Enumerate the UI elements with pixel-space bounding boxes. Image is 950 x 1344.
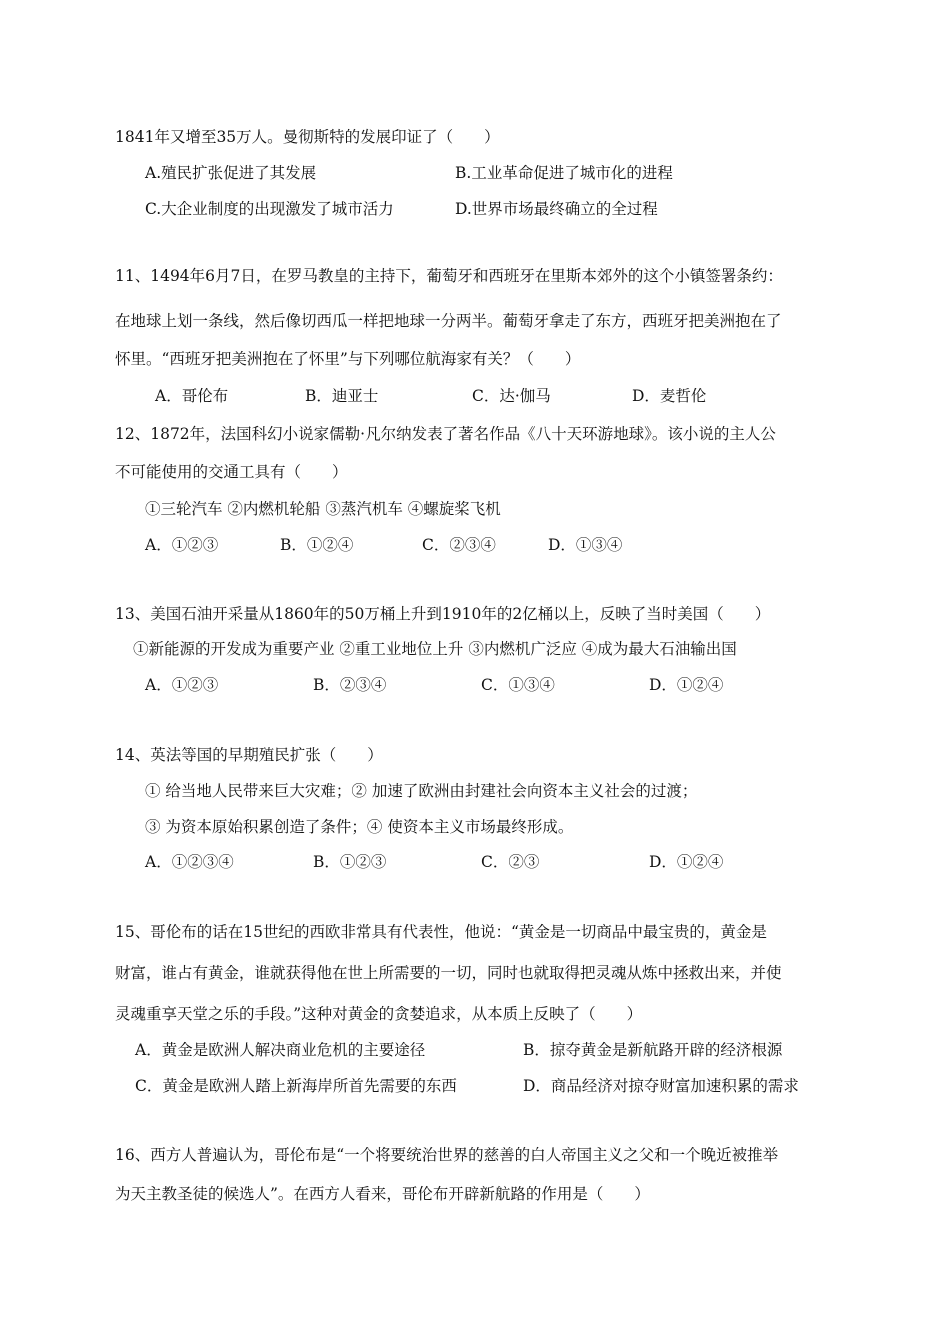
question-11-option-b: B．迪亚士 [305,387,379,405]
question-13-items: ①新能源的开发成为重要产业 ②重工业地位上升 ③内燃机广泛应 ④成为最大石油输出国 [133,640,737,658]
question-10-option-d: D.世界市场最终确立的全过程 [455,200,658,218]
question-13-option-a: A．①②③ [145,676,219,694]
question-11-option-c: C．达·伽马 [472,387,551,405]
question-13-option-b: B．②③④ [313,676,387,694]
question-15-option-b: B．掠夺黄金是新航路开辟的经济根源 [523,1041,783,1059]
question-12-option-d: D．①③④ [548,536,623,554]
question-14-stem: 14、英法等国的早期殖民扩张（ ） [115,746,383,764]
question-15-option-d: D．商品经济对掠夺财富加速积累的需求 [523,1077,799,1095]
question-10-option-b: B.工业革命促进了城市化的进程 [455,164,673,182]
question-12-line-2: 不可能使用的交通工具有（ ） [115,463,348,481]
question-12-option-a: A．①②③ [145,536,219,554]
question-14-option-b: B．①②③ [313,853,387,871]
question-12-line-1: 12、1872年，法国科幻小说家儒勒·凡尔纳发表了著名作品《八十天环游地球》。该小说的主人公 [115,425,776,443]
question-14-option-a: A．①②③④ [145,853,234,871]
question-15-line-2: 财富，谁占有黄金，谁就获得他在世上所需要的一切，同时也就取得把灵魂从炼中拯救出来，并使 [115,964,782,982]
question-14-option-c: C．②③ [481,853,540,871]
question-10-stem: 1841年又增至35万人。曼彻斯特的发展印证了（ ） [115,128,500,146]
question-13-option-c: C．①③④ [481,676,555,694]
question-14-items-line-2: ③ 为资本原始积累创造了条件；④ 使资本主义市场最终形成。 [145,818,574,836]
question-15-option-c: C．黄金是欧洲人踏上新海岸所首先需要的东西 [135,1077,457,1095]
question-11-line-3: 怀里。“西班牙把美洲抱在了怀里”与下列哪位航海家有关？（ ） [115,350,581,368]
question-13-option-d: D．①②④ [649,676,724,694]
question-15-line-1: 15、哥伦布的话在15世纪的西欧非常具有代表性，他说：“黄金是一切商品中最宝贵的，黄金是 [115,923,767,941]
question-12-items: ①三轮汽车 ②内燃机轮船 ③蒸汽机车 ④螺旋桨飞机 [145,500,501,518]
question-11-option-a: A．哥伦布 [155,387,229,405]
question-11-option-d: D．麦哲伦 [632,387,707,405]
question-15-option-a: A．黄金是欧洲人解决商业危机的主要途径 [135,1041,426,1059]
question-12-option-c: C．②③④ [422,536,496,554]
question-11-line-1: 11、1494年6月7日，在罗马教皇的主持下，葡萄牙和西班牙在里斯本郊外的这个小镇签署条约： [115,267,783,285]
question-14-option-d: D．①②④ [649,853,724,871]
question-14-items-line-1: ① 给当地人民带来巨大灾难；② 加速了欧洲由封建社会向资本主义社会的过渡； [145,782,698,800]
question-16-line-2: 为天主教圣徒的候选人”。在西方人看来，哥伦布开辟新航路的作用是（ ） [115,1185,650,1203]
question-16-line-1: 16、西方人普遍认为，哥伦布是“一个将要统治世界的慈善的白人帝国主义之父和一个晚近被推举 [115,1146,779,1164]
question-10-option-a: A.殖民扩张促进了其发展 [145,164,317,182]
question-13-stem: 13、美国石油开采量从1860年的50万桶上升到1910年的2亿桶以上，反映了当时美国（ ） [115,605,771,623]
question-15-line-3: 灵魂重享天堂之乐的手段。”这种对黄金的贪婪追求，从本质上反映了（ ） [115,1005,643,1023]
question-12-option-b: B．①②④ [280,536,354,554]
question-11-line-2: 在地球上划一条线，然后像切西瓜一样把地球一分两半。葡萄牙拿走了东方，西班牙把美洲抱在了 [115,312,782,330]
question-10-option-c: C.大企业制度的出现激发了城市活力 [145,200,394,218]
